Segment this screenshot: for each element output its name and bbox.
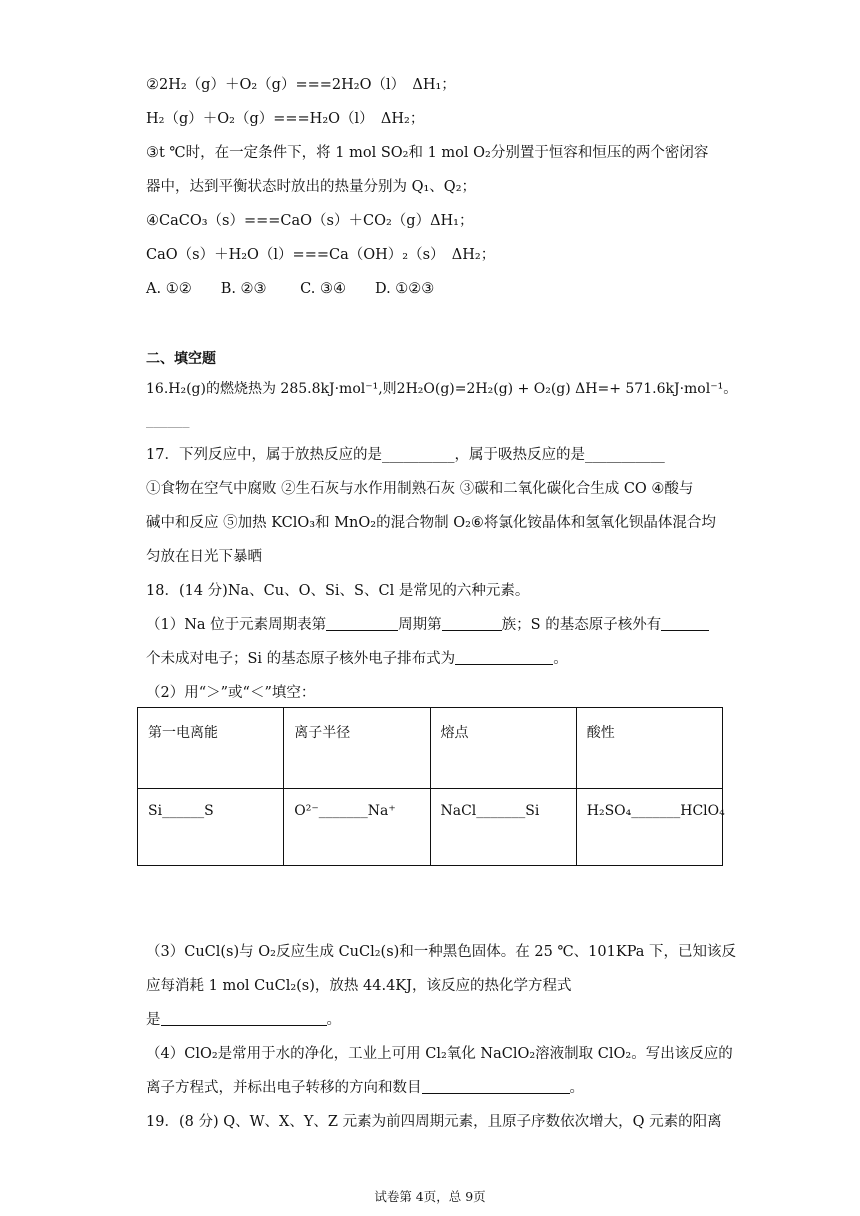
cell-ion-radius[interactable]: O²⁻_______Na⁺ [284, 789, 430, 866]
q15-option-3b: 器中，达到平衡状态时放出的热量分别为 Q₁、Q₂； [146, 179, 477, 195]
q18-p4-text-b: 。 [569, 1080, 584, 1096]
answer-blank-ionic-equation[interactable] [422, 1079, 570, 1094]
q18-p4-text-a: 离子方程式，并标出电子转移的方向和数目 [146, 1080, 422, 1096]
table-answer-row [138, 789, 723, 866]
q18-p1-text-c: 族；S 的基态原子核外有 [501, 617, 662, 633]
q18-p1-text-a: （1）Na 位于元素周期表第 [146, 617, 327, 633]
answer-blank-config[interactable] [455, 650, 553, 665]
q18-part3-line1: （3）CuCl(s)与 O₂反应生成 CuCl₂(s)和一种黑色固体。在 25 ℃、101KPa 下，已知该反 [146, 944, 737, 960]
answer-blank-period[interactable] [326, 616, 398, 631]
header-ion-radius: 离子半径 [284, 708, 430, 789]
q15-choices: A. ①② B. ②③ C. ③④ D. ①②③ [146, 281, 435, 297]
answer-blank-unpaired[interactable] [661, 616, 709, 631]
header-melting-point: 熔点 [430, 708, 576, 789]
q18-part3-line2: 应每消耗 1 mol CuCl₂(s)，放热 44.4KJ，该反应的热化学方程式 [146, 978, 572, 994]
q16-text: 16.H₂(g)的燃烧热为 285.8kJ·mol⁻¹,则2H₂O(g)=2H₂(g) + O₂(g) ΔH=+ 571.6kJ·mol⁻¹。 [146, 381, 738, 397]
q18-p1-text-e: 。 [553, 651, 568, 667]
page-footer: 试卷第 4页，总 9页 [374, 1189, 486, 1204]
header-acidity: 酸性 [576, 708, 722, 789]
cell-ionization[interactable]: Si______S [138, 789, 284, 866]
q15-option-2a: ②2H₂（g）＋O₂（g）===2H₂O（l） ΔH₁； [146, 77, 456, 93]
q18-part2: （2）用“＞”或“＜”填空： [146, 685, 316, 701]
comparison-table [137, 707, 723, 866]
q16-blank: ______ [146, 412, 190, 428]
q18-p1-text-b: 周期第 [398, 617, 442, 633]
q18-p1-text-d: 个未成对电子；Si 的基态原子核外电子排布式为 [146, 651, 456, 667]
q18-part1-line1 [146, 615, 709, 635]
q15-option-4b: CaO（s）＋H₂O（l）===Ca（OH）₂（s） ΔH₂； [146, 247, 496, 263]
cell-melting-point[interactable]: NaCl_______Si [430, 789, 576, 866]
q18-part4-line2 [146, 1078, 584, 1098]
q18-part3-line3 [146, 1010, 341, 1030]
q19-stem: 19．(8 分) Q、W、X、Y、Z 元素为前四周期元素，且原子序数依次增大，Q 元素的阳离 [146, 1114, 722, 1130]
q17-line-3: 匀放在日光下暴晒 [146, 549, 262, 565]
q18-p3-text-b: 。 [326, 1012, 341, 1028]
q18-part1-line2 [146, 649, 568, 669]
q18-part4-line1: （4）ClO₂是常用于水的净化，工业上可用 Cl₂氧化 NaClO₂溶液制取 ClO₂。写出该反应的 [146, 1046, 733, 1062]
q17-line-2: 碱中和反应 ⑤加热 KClO₃和 MnO₂的混合物制 O₂⑥将氯化铵晶体和氢氧化钡晶体混合均 [146, 515, 716, 531]
answer-blank-equation[interactable] [161, 1011, 327, 1026]
q18-stem: 18．(14 分)Na、Cu、O、Si、S、Cl 是常见的六种元素。 [146, 583, 530, 599]
section-heading: 二、填空题 [146, 351, 216, 367]
table-header-row [138, 708, 723, 789]
q15-option-3a: ③t ℃时，在一定条件下，将 1 mol SO₂和 1 mol O₂分别置于恒容和恒压的两个密闭容 [146, 145, 709, 161]
cell-acidity[interactable]: H₂SO₄_______HClO₄ [576, 789, 722, 866]
q18-p3-text-a: 是 [146, 1012, 161, 1028]
q15-option-4a: ④CaCO₃（s）===CaO（s）＋CO₂（g）ΔH₁； [146, 213, 474, 229]
q15-option-2b: H₂（g）＋O₂（g）===H₂O（l） ΔH₂； [146, 111, 425, 127]
answer-blank-group[interactable] [442, 616, 502, 631]
q17-stem: 17．下列反应中，属于放热反应的是__________，属于吸热反应的是___________ [146, 447, 665, 463]
header-ionization: 第一电离能 [138, 708, 284, 789]
q17-line-1: ①食物在空气中腐败 ②生石灰与水作用制熟石灰 ③碳和二氧化碳化合生成 CO ④酸与 [146, 481, 694, 497]
